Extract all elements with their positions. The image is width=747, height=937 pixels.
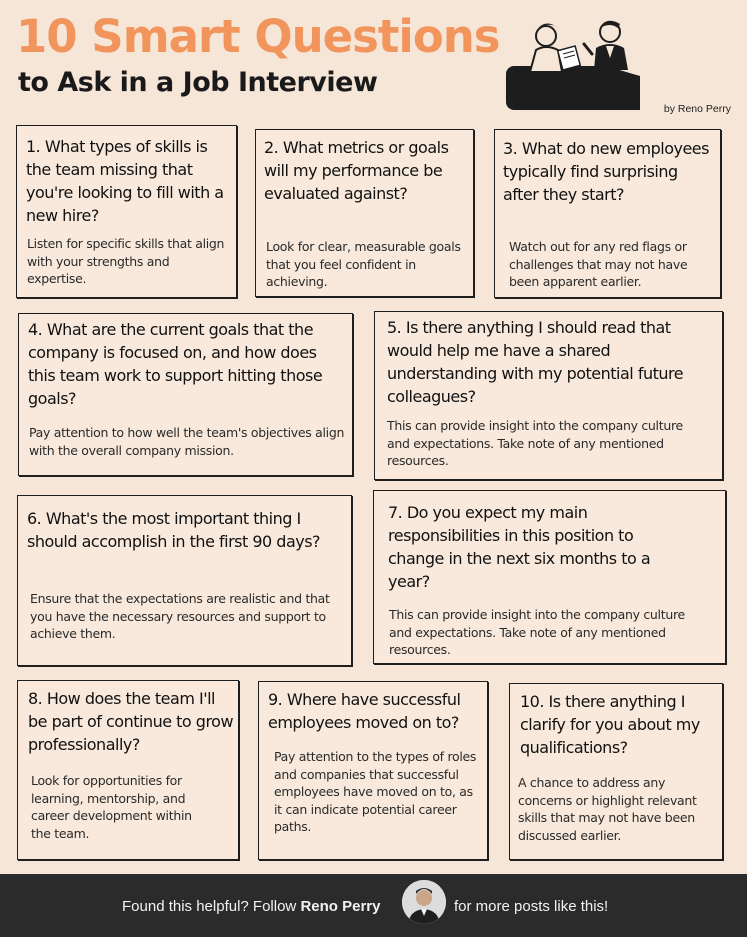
question-text: 6. What's the most important thing I should accomplish in the first 90 days? — [27, 509, 321, 551]
tip-text: This can provide insight into the company culture and expectations. Take note of any mentioned resources. — [387, 418, 683, 468]
question-card-6 — [17, 495, 352, 666]
question-card-9 — [258, 681, 488, 860]
footer-lead — [122, 898, 380, 915]
question-text: 2. What metrics or goals will my performance be evaluated against? — [264, 138, 449, 203]
question-card-7 — [373, 490, 726, 664]
footer-bar — [0, 874, 747, 937]
question-text: 3. What do new employees typically find surprising after they start? — [503, 139, 709, 204]
tip-text: This can provide insight into the company culture and expectations. Take note of any mentioned resources. — [389, 607, 685, 657]
footer-name-link[interactable]: Reno Perry — [300, 898, 381, 915]
question-text: 4. What are the current goals that the company is focused on, and how does this team work to support hitting those goals? — [28, 320, 323, 408]
question-card-4 — [18, 313, 353, 476]
byline: by Reno Perry — [663, 103, 731, 115]
tip-text: Pay attention to the types of roles and companies that successful employees have moved on to, as it can indicate potential career paths. — [274, 749, 477, 834]
page-title: 10 Smart Questions — [16, 10, 500, 63]
question-text: 8. How does the team I'll be part of continue to grow professionally? — [28, 689, 234, 754]
tip-text: A chance to address any concerns or highlight relevant skills that may not have been discussed earlier. — [518, 775, 697, 843]
question-card-5 — [374, 311, 723, 480]
tip-text: Look for opportunities for learning, mentorship, and career development within the team. — [31, 773, 192, 841]
page-subtitle: to Ask in a Job Interview — [18, 67, 378, 98]
tip-text: Look for clear, measurable goals that you feel confident in achieving. — [266, 239, 461, 289]
interview-illustration-icon — [506, 14, 650, 110]
question-card-1 — [16, 125, 237, 298]
tip-text: Listen for specific skills that align with your strengths and expertise. — [27, 236, 225, 286]
question-text: 7. Do you expect my main responsibilities in this position to change in the next six months to a year? — [388, 503, 651, 591]
question-card-3 — [494, 129, 721, 298]
question-card-10 — [509, 683, 723, 860]
tip-text: Watch out for any red flags or challenges that may not have been apparent earlier. — [509, 239, 688, 289]
tip-text: Pay attention to how well the team's objectives align with the overall company mission. — [29, 425, 345, 458]
question-text: 10. Is there anything I clarify for you about my qualifications? — [520, 692, 700, 757]
footer-lead-text: Found this helpful? Follow — [122, 898, 301, 915]
question-text: 9. Where have successful employees moved on to? — [268, 690, 461, 732]
avatar-icon[interactable] — [402, 880, 446, 924]
footer-tail: for more posts like this! — [454, 898, 609, 915]
question-card-2 — [255, 129, 474, 297]
avatar-portrait-icon — [402, 880, 446, 924]
question-text: 5. Is there anything I should read that would help me have a shared understanding with my potential future colleagues? — [387, 318, 684, 406]
question-card-8 — [17, 680, 239, 860]
question-text: 1. What types of skills is the team missing that you're looking to fill with a new hire? — [26, 137, 224, 225]
tip-text: Ensure that the expectations are realistic and that you have the necessary resources and support to achieve them. — [30, 591, 330, 641]
